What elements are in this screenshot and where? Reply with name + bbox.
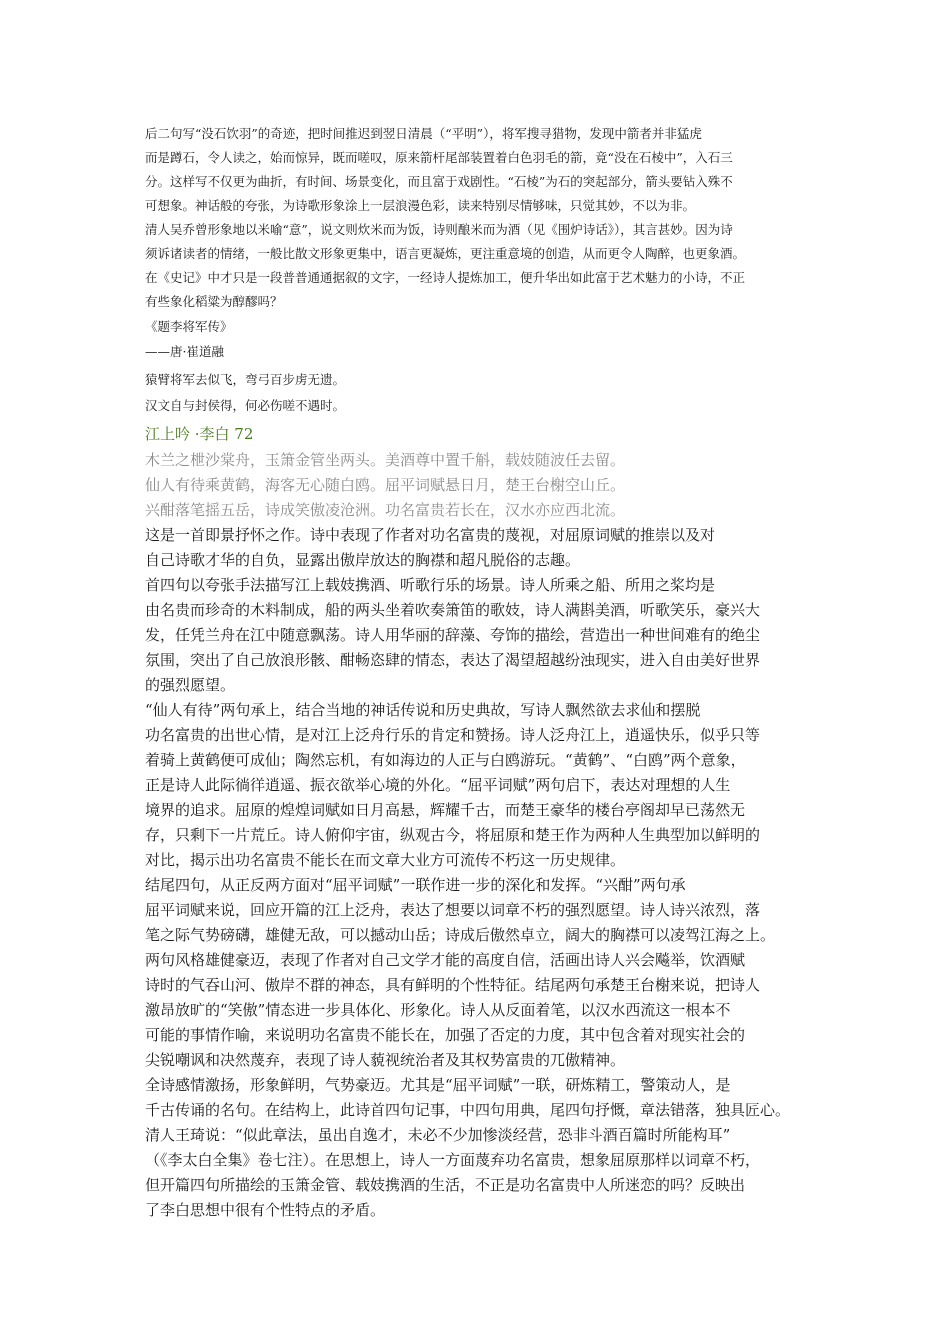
- poem-line: 猿臂将军去似飞，弯弓百步虏无遗。: [145, 372, 346, 387]
- commentary-line: 由名贵而珍奇的木料制成，船的两头坐着吹奏箫笛的歌妓，诗人满斟美酒，听歌笑乐，豪兴大: [145, 601, 761, 619]
- second-paragraph-line: 在《史记》中才只是一段普普通通据叙的文字，一经诗人提炼加工，便升华出如此富于艺术魅力的小诗，不正: [145, 270, 746, 285]
- commentary-line: 激昂放旷的“笑傲”情态进一步具体化、形象化。诗人从反面着笔，以汉水西流这一根本不: [145, 1001, 731, 1019]
- poem-author: ——唐·崔道融: [145, 344, 224, 359]
- commentary-line: 屈平词赋来说，回应开篇的江上泛舟，表达了想要以词章不朽的强烈愿望。诗人诗兴浓烈，落: [145, 901, 761, 919]
- commentary-line: “仙人有待”两句承上，结合当地的神话传说和历史典故，写诗人飘然欲去求仙和摆脱: [145, 701, 701, 719]
- commentary-line: 存，只剩下一片荒丘。诗人俯仰宇宙，纵观古今，将屈原和楚王作为两种人生典型加以鲜明的: [145, 826, 761, 844]
- commentary-line: 笔之际气势磅礴，雄健无敌，可以撼动山岳；诗成后傲然卓立，阔大的胸襟可以凌驾江海之上。: [145, 926, 776, 944]
- commentary-line: 全诗感情激扬，形象鲜明，气势豪迈。尤其是“屈平词赋”一联，研炼精工，警策动人，是: [145, 1076, 731, 1094]
- commentary-line: 功名富贵的出世心情，是对江上泛舟行乐的肯定和赞扬。诗人泛舟江上，逍遥快乐，似乎只等: [145, 726, 761, 744]
- second-paragraph-line: 须诉诸读者的情绪，一般比散文形象更集中，语言更凝炼，更注重意境的创造，从而更令人陶醉，也更象酒。: [145, 246, 746, 261]
- poem-line: 木兰之枻沙棠舟，玉箫金管坐两头。美酒尊中置千斛，载妓随波任去留。: [145, 451, 626, 469]
- poem-line: 仙人有待乘黄鹤，海客无心随白鸥。屈平词赋悬日月，楚王台榭空山丘。: [145, 476, 626, 494]
- commentary-line: 但开篇四句所描绘的玉箫金管、载妓携酒的生活，不正是功名富贵中人所迷恋的吗？反映出: [145, 1176, 746, 1194]
- commentary-line: 发，任凭兰舟在江中随意飘荡。诗人用华丽的辞藻、夸饰的描绘，营造出一种世间难有的绝尘: [145, 626, 761, 644]
- commentary-line: （《李太白全集》卷七注）。在思想上，诗人一方面蔑弃功名富贵，想象屈原那样以词章不朽，: [145, 1151, 761, 1169]
- second-paragraph-line: 清人吴乔曾形象地以米喻“意”，说文则炊米而为饭，诗则酿米而为酒（见《围炉诗话》），其言甚妙。因为诗: [145, 222, 733, 237]
- second-paragraph-line: 有些象化稻粱为醇醪吗？: [145, 294, 283, 309]
- commentary-line: 对比，揭示出功名富贵不能长在而文章大业方可流传不朽这一历史规律。: [145, 851, 626, 869]
- commentary-line: 诗时的气吞山河、傲岸不群的神态，具有鲜明的个性特征。结尾两句承楚王台榭来说，把诗人: [145, 976, 761, 994]
- top-paragraph-line: 而是蹲石，令人读之，始而惊异，既而嗟叹，原来箭杆尾部装置着白色羽毛的箭，竟“没在石棱中”，入石三: [145, 150, 733, 165]
- commentary-line: 的强烈愿望。: [145, 676, 236, 694]
- commentary-line: 自己诗歌才华的自负，显露出傲岸放达的胸襟和超凡脱俗的志趣。: [145, 551, 581, 569]
- commentary-line: 两句风格雄健豪迈，表现了作者对自己文学才能的高度自信，活画出诗人兴会飚举，饮酒赋: [145, 951, 746, 969]
- commentary-line: 境界的追求。屈原的煌煌词赋如日月高悬，辉耀千古，而楚王豪华的楼台亭阁却早已荡然无: [145, 801, 746, 819]
- top-paragraph-line: 可想象。神话般的夸张，为诗歌形象涂上一层浪漫色彩，读来特别尽情够味，只觉其妙，不以为非。: [145, 198, 696, 213]
- top-paragraph-line: 后二句写“没石饮羽”的奇迹，把时间推迟到翌日清晨（“平明”），将军搜寻猎物，发现中箭者并非猛虎: [145, 126, 702, 141]
- commentary-line: 清人王琦说：“似此章法，虽出自逸才，未必不少加惨淡经营，恐非斗酒百篇时所能构耳”: [145, 1126, 731, 1144]
- poem-heading: 江上吟 ·李白 72: [145, 425, 254, 443]
- top-paragraph-line: 分。这样写不仅更为曲折，有时间、场景变化，而且富于戏剧性。“石棱”为石的突起部分，箭头要钻入殊不: [145, 174, 733, 189]
- commentary-line: 了李白思想中很有个性特点的矛盾。: [145, 1201, 386, 1219]
- commentary-line: 千古传诵的名句。在结构上，此诗首四句记事，中四句用典，尾四句抒慨，章法错落，独具匠心。: [145, 1101, 791, 1119]
- commentary-line: 着骑上黄鹤便可成仙；陶然忘机，有如海边的人正与白鸥游玩。“黄鹤”、“白鸥”两个意象，: [145, 751, 746, 769]
- poem-line: 兴酣落笔摇五岳，诗成笑傲凌沧洲。功名富贵若长在，汉水亦应西北流。: [145, 501, 626, 519]
- commentary-line: 首四句以夸张手法描写江上载妓携酒、听歌行乐的场景。诗人所乘之船、所用之桨均是: [145, 576, 716, 594]
- commentary-line: 可能的事情作喻，来说明功名富贵不能长在，加强了否定的力度，其中包含着对现实社会的: [145, 1026, 746, 1044]
- poem-line: 汉文自与封侯得，何必伤嗟不遇时。: [145, 398, 346, 413]
- commentary-line: 这是一首即景抒怀之作。诗中表现了作者对功名富贵的蔑视，对屈原词赋的推崇以及对: [145, 526, 716, 544]
- commentary-line: 正是诗人此际徜徉逍遥、振衣欲举心境的外化。“屈平词赋”两句启下，表达对理想的人生: [145, 776, 731, 794]
- poem-title: 《题李将军传》: [145, 319, 233, 334]
- commentary-line: 氛围，突出了自己放浪形骸、酣畅恣肆的情态，表达了渴望超越纷浊现实，进入自由美好世界: [145, 651, 761, 669]
- commentary-line: 结尾四句，从正反两方面对“屈平词赋”一联作进一步的深化和发挥。“兴酣”两句承: [145, 876, 686, 894]
- commentary-line: 尖锐嘲讽和决然蔑弃，表现了诗人藐视统治者及其权势富贵的兀傲精神。: [145, 1051, 626, 1069]
